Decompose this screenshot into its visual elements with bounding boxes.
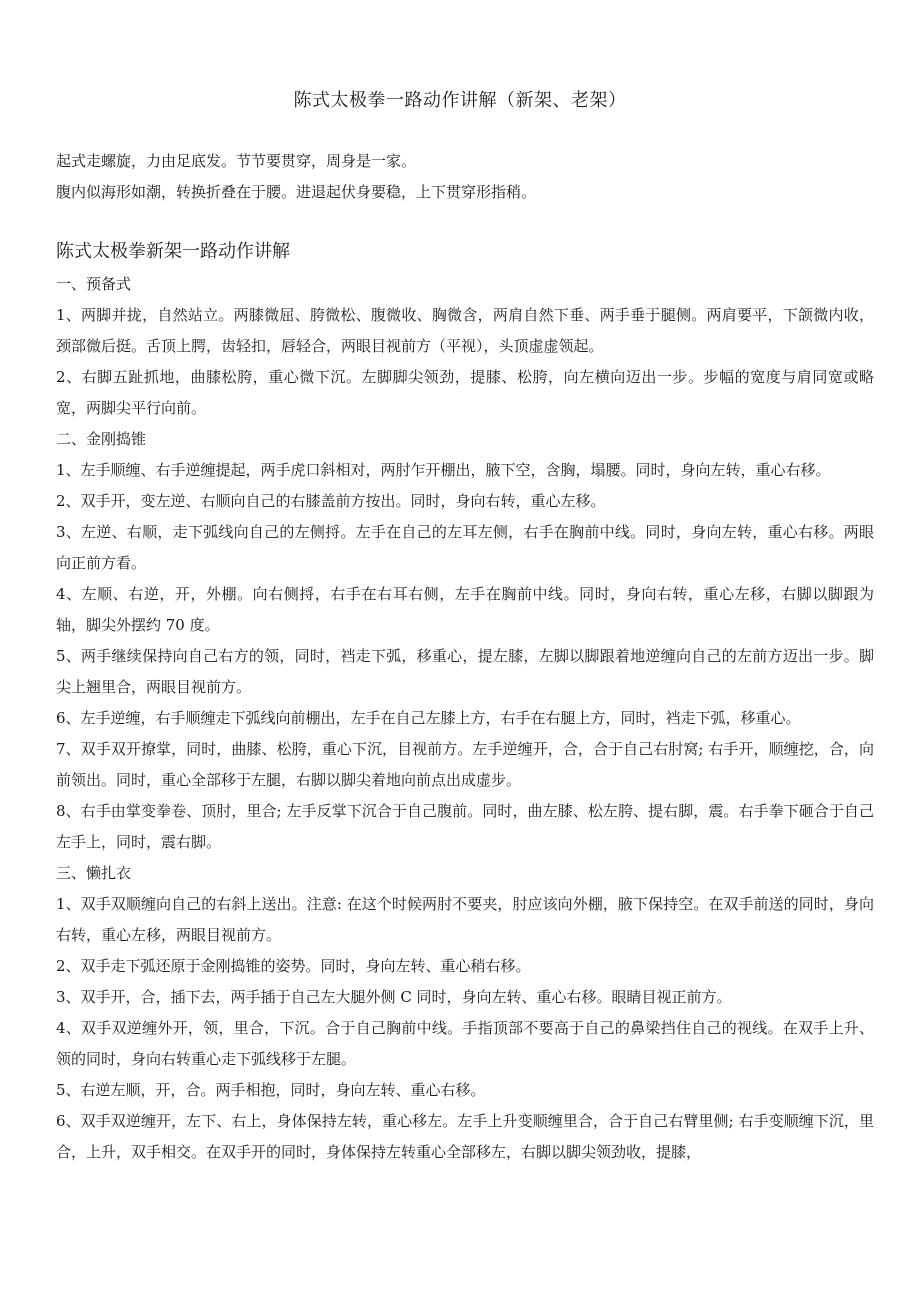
intro-line: 腹内似海形如潮，转换折叠在于腰。进退起伏身要稳，上下贯穿形指稍。 (56, 183, 537, 201)
subsection-heading: 二、金刚捣锥 (56, 430, 147, 448)
paragraph: 5、右逆左顺，开，合。两手相抱，同时，身向左转、重心右移。 (56, 1081, 486, 1099)
intro-line: 起式走螺旋，力由足底发。节节要贯穿，周身是一家。 (56, 152, 417, 170)
paragraph: 6、左手逆缠，右手顺缠走下弧线向前棚出，左手在自己左膝上方，右手在右腿上方，同时，裆走下弧，移重心。 (56, 709, 801, 727)
paragraph: 4、左顺、右逆，开，外棚。向右侧捋，右手在右耳右侧，左手在胸前中线。同时，身向右转，重心左移，右脚以脚跟为轴，脚尖外摆约 70 度。 (56, 585, 874, 634)
paragraph: 3、双手开，合，插下去，两手插于自己左大腿外侧 C 同时，身向左转、重心右移。眼睛目视正前方。 (56, 988, 732, 1006)
subsection-heading: 三、懒扎衣 (56, 864, 132, 882)
paragraph: 5、两手继续保持向自己右方的领，同时，裆走下弧，移重心，提左膝，左脚以脚跟着地逆缠向自己的左前方迈出一步。脚尖上翘里合，两眼目视前方。 (56, 647, 874, 696)
paragraph: 2、右脚五趾抓地，曲膝松胯，重心微下沉。左脚脚尖领劲，提膝、松胯，向左横向迈出一步。步幅的宽度与肩同宽或略宽，两脚尖平行向前。 (56, 368, 874, 417)
paragraph: 8、右手由掌变拳卷、顶肘，里合; 左手反掌下沉合于自己腹前。同时，曲左膝、松左胯、提右脚，震。右手拳下砸合于自己左手上，同时，震右脚。 (56, 802, 874, 851)
paragraph: 1、左手顺缠、右手逆缠提起，两手虎口斜相对，两肘乍开棚出，腋下空，含胸，塌腰。同时，身向左转，重心右移。 (56, 461, 831, 479)
paragraph: 4、双手双逆缠外开，领，里合，下沉。合于自己胸前中线。手指顶部不要高于自己的鼻梁挡住自己的视线。在双手上升、领的同时，身向右转重心走下弧线移于左腿。 (56, 1019, 874, 1068)
section-title: 陈式太极拳新架一路动作讲解 (56, 241, 290, 262)
paragraph: 2、双手走下弧还原于金刚捣锥的姿势。同时，身向左转、重心稍右移。 (56, 957, 531, 975)
paragraph: 7、双手双开撩掌，同时，曲膝、松胯，重心下沉，目视前方。左手逆缠开，合，合于自己右肘窝; 右手开，顺缠挖，合，向前领出。同时，重心全部移于左腿，右脚以脚尖着地向前点出成虚步。 (56, 740, 874, 789)
paragraph: 3、左逆、右顺，走下弧线向自己的左侧捋。左手在自己的左耳左侧，右手在胸前中线。同时，身向左转，重心右移。两眼向正前方看。 (56, 523, 874, 572)
paragraph: 2、双手开，变左逆、右顺向自己的右膝盖前方按出。同时，身向右转，重心左移。 (56, 492, 606, 510)
subsection-heading: 一、预备式 (56, 275, 132, 293)
paragraph: 6、双手双逆缠开，左下、右上，身体保持左转，重心移左。左手上升变顺缠里合，合于自己右臂里侧; 右手变顺缠下沉，里合，上升，双手相交。在双手开的同时，身体保持左转重心全部移左，右脚以脚尖领劲收，提膝， (56, 1112, 874, 1161)
page-title: 陈式太极拳一路动作讲解（新架、老架） (293, 90, 627, 111)
paragraph: 1、双手双顺缠向自己的右斜上送出。注意: 在这个时候两肘不要夹，肘应该向外棚，腋下保持空。在双手前送的同时，身向右转，重心左移，两眼目视前方。 (56, 895, 874, 944)
document-body (56, 269, 874, 1168)
paragraph: 1、两脚并拢，自然站立。两膝微屈、胯微松、腹微收、胸微含，两肩自然下垂、两手垂于腿侧。两肩要平，下颌微内收，颈部微后挺。舌顶上腭，齿轻扣，唇轻合，两眼目视前方（平视），头顶虚虚领起。 (56, 306, 874, 355)
intro-verse (56, 146, 876, 208)
